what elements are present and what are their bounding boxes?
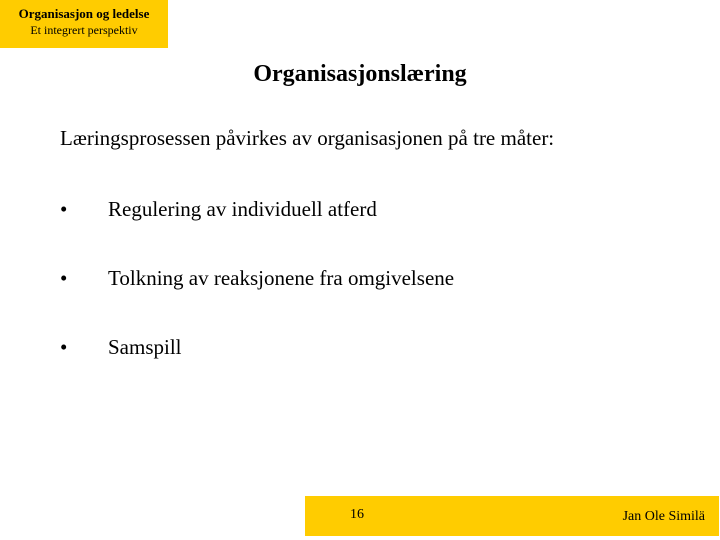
bullet-marker: • <box>60 197 68 221</box>
intro-text: Læringsprosessen påvirkes av organisasjonen på tre måter: <box>60 126 555 150</box>
header-title: Organisasjon og ledelse <box>18 6 150 21</box>
footer-bar <box>305 496 719 536</box>
bullet-item <box>0 333 720 363</box>
bullet-marker: • <box>60 266 68 290</box>
bullet-item <box>0 264 720 294</box>
bullet-text: Regulering av individuell atferd <box>108 197 377 221</box>
header-subtitle: Et integrert perspektiv <box>30 23 138 37</box>
author-name: Jan Ole Similä <box>622 509 705 524</box>
page-number: 16 <box>350 507 364 522</box>
bullet-item <box>0 195 720 225</box>
bullet-text: Samspill <box>108 335 182 359</box>
slide-title: Organisasjonslæring <box>253 61 467 87</box>
bullet-text: Tolkning av reaksjonene fra omgivelsene <box>108 266 455 290</box>
bullet-marker: • <box>60 335 68 359</box>
header-box <box>0 0 168 48</box>
